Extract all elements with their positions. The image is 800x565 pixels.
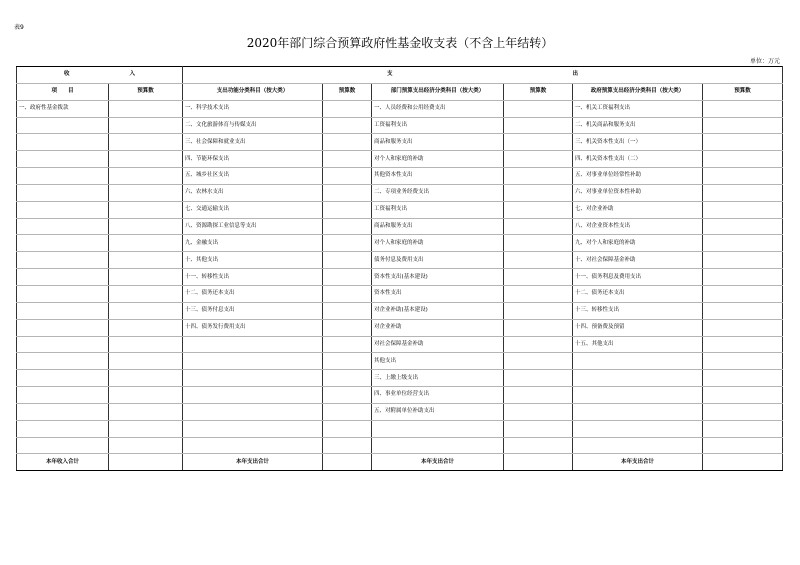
income-item <box>17 387 109 404</box>
function-class-item: 一、科学技术支出 <box>183 100 323 117</box>
col-header-budget: 预算数 <box>323 83 372 100</box>
gov-econ-budget-value <box>703 252 783 269</box>
dept-econ-class-item: 四、事业单位经营支出 <box>372 387 504 404</box>
gov-econ-budget-value <box>703 235 783 252</box>
dept-econ-budget-value <box>504 218 573 235</box>
dept-econ-class-item <box>372 420 504 437</box>
gov-econ-class-item: 三、机关资本性支出（一） <box>573 134 703 151</box>
table-row <box>17 201 783 218</box>
table-row <box>17 235 783 252</box>
table-row <box>17 302 783 319</box>
income-budget-value <box>109 370 183 387</box>
income-budget-value <box>109 437 183 454</box>
col-header-dept-econ-class: 部门预算支出经济分类科目（按大类） <box>372 83 504 100</box>
gov-econ-budget-value <box>703 151 783 168</box>
gov-econ-budget-value <box>703 100 783 117</box>
dept-econ-budget-value <box>504 151 573 168</box>
gov-econ-budget-value <box>703 218 783 235</box>
dept-econ-budget-value <box>504 285 573 302</box>
income-item <box>17 437 109 454</box>
dept-econ-class-item: 其他支出 <box>372 353 504 370</box>
function-class-item: 十二、债务还本支出 <box>183 285 323 302</box>
dept-econ-class-item: 五、对附属单位补助支出 <box>372 403 504 420</box>
function-class-item: 四、节能环保支出 <box>183 151 323 168</box>
function-budget-value <box>323 100 372 117</box>
table-number: 表9 <box>14 24 24 31</box>
table-row <box>17 437 783 454</box>
income-item <box>17 218 109 235</box>
function-budget-value <box>323 370 372 387</box>
gov-econ-class-item: 十四、预备费及预留 <box>573 319 703 336</box>
table-row <box>17 117 783 134</box>
dept-econ-class-item: 一、人员经费和公用经费支出 <box>372 100 504 117</box>
function-class-item: 七、交通运输支出 <box>183 201 323 218</box>
table-row <box>17 151 783 168</box>
table-row <box>17 269 783 286</box>
col-header-item: 项 目 <box>17 83 109 100</box>
table-row <box>17 353 783 370</box>
dept-econ-budget-value <box>504 184 573 201</box>
gov-econ-budget-value <box>703 420 783 437</box>
income-budget-value <box>109 168 183 185</box>
group-header-row <box>17 67 783 84</box>
dept-econ-budget-value <box>504 403 573 420</box>
income-item <box>17 134 109 151</box>
gov-econ-budget-value <box>703 437 783 454</box>
table-row <box>17 252 783 269</box>
gov-econ-budget-value <box>703 168 783 185</box>
function-total-value <box>323 454 372 471</box>
function-budget-value <box>323 235 372 252</box>
income-item <box>17 302 109 319</box>
income-item <box>17 319 109 336</box>
function-budget-value <box>323 437 372 454</box>
dept-econ-class-item: 其他资本性支出 <box>372 168 504 185</box>
table-row <box>17 134 783 151</box>
page-title: 2020年部门综合预算政府性基金收支表（不含上年结转） <box>246 36 554 50</box>
income-budget-value <box>109 252 183 269</box>
function-class-item <box>183 403 323 420</box>
gov-econ-class-item: 九、对个人和家庭的补助 <box>573 235 703 252</box>
gov-econ-budget-value <box>703 302 783 319</box>
income-item <box>17 269 109 286</box>
function-budget-value <box>323 134 372 151</box>
table-row <box>17 218 783 235</box>
income-budget-value <box>109 387 183 404</box>
table-row <box>17 387 783 404</box>
income-item <box>17 151 109 168</box>
dept-econ-budget-value <box>504 235 573 252</box>
income-total-value <box>109 454 183 471</box>
dept-econ-budget-value <box>504 117 573 134</box>
function-class-item: 十、其他支出 <box>183 252 323 269</box>
function-budget-value <box>323 168 372 185</box>
income-total-label: 本年收入合计 <box>17 454 109 471</box>
dept-econ-class-item <box>372 437 504 454</box>
gov-econ-budget-value <box>703 184 783 201</box>
income-item <box>17 403 109 420</box>
col-header-gov-econ-class: 政府预算支出经济分类科目（按大类） <box>573 83 703 100</box>
table-row <box>17 184 783 201</box>
function-total-label: 本年支出合计 <box>183 454 323 471</box>
function-class-item <box>183 387 323 404</box>
function-budget-value <box>323 218 372 235</box>
gov-econ-budget-value <box>703 353 783 370</box>
income-budget-value <box>109 403 183 420</box>
col-header-budget: 预算数 <box>703 83 783 100</box>
income-item <box>17 370 109 387</box>
function-class-item: 十三、债务付息支出 <box>183 302 323 319</box>
dept-econ-class-item: 工资福利支出 <box>372 201 504 218</box>
gov-econ-class-item: 四、机关资本性支出（二） <box>573 151 703 168</box>
function-budget-value <box>323 353 372 370</box>
gov-econ-budget-value <box>703 117 783 134</box>
total-row <box>17 454 783 471</box>
function-budget-value <box>323 201 372 218</box>
expenditure-group-header: 支 出 <box>183 67 783 84</box>
dept-econ-class-item: 债务付息及费用支出 <box>372 252 504 269</box>
table-row <box>17 370 783 387</box>
income-budget-value <box>109 134 183 151</box>
function-class-item: 二、文化旅游体育与传媒支出 <box>183 117 323 134</box>
dept-econ-class-item: 工资福利支出 <box>372 117 504 134</box>
income-budget-value <box>109 420 183 437</box>
gov-econ-class-item <box>573 353 703 370</box>
dept-econ-budget-value <box>504 302 573 319</box>
gov-econ-class-item <box>573 387 703 404</box>
dept-econ-class-item: 二、专项业务经费支出 <box>372 184 504 201</box>
col-header-budget: 预算数 <box>504 83 573 100</box>
gov-econ-class-item: 二、机关商品和服务支出 <box>573 117 703 134</box>
income-budget-value <box>109 151 183 168</box>
gov-econ-class-item: 十一、债务利息及费用支出 <box>573 269 703 286</box>
dept-econ-class-item: 对企业补助 <box>372 319 504 336</box>
function-class-item: 八、资源勘探工业信息等支出 <box>183 218 323 235</box>
dept-econ-class-item: 对社会保障基金补助 <box>372 336 504 353</box>
dept-econ-budget-value <box>504 201 573 218</box>
income-item <box>17 285 109 302</box>
function-budget-value <box>323 420 372 437</box>
dept-econ-budget-value <box>504 319 573 336</box>
gov-econ-class-item: 十二、债务还本支出 <box>573 285 703 302</box>
function-budget-value <box>323 252 372 269</box>
dept-econ-budget-value <box>504 269 573 286</box>
function-budget-value <box>323 336 372 353</box>
function-class-item: 五、城乡社区支出 <box>183 168 323 185</box>
table-row <box>17 100 783 117</box>
gov-econ-class-item <box>573 403 703 420</box>
function-class-item <box>183 353 323 370</box>
table-row <box>17 420 783 437</box>
gov-econ-class-item: 五、对事业单位经常性补助 <box>573 168 703 185</box>
dept-econ-total-label: 本年支出合计 <box>372 454 504 471</box>
income-budget-value <box>109 269 183 286</box>
function-budget-value <box>323 117 372 134</box>
gov-econ-budget-value <box>703 403 783 420</box>
dept-econ-class-item: 三、上缴上级支出 <box>372 370 504 387</box>
income-budget-value <box>109 117 183 134</box>
income-budget-value <box>109 218 183 235</box>
gov-econ-budget-value <box>703 387 783 404</box>
function-class-item <box>183 370 323 387</box>
income-budget-value <box>109 235 183 252</box>
function-budget-value <box>323 151 372 168</box>
dept-econ-class-item: 对个人和家庭的补助 <box>372 235 504 252</box>
budget-table <box>16 66 783 471</box>
gov-econ-class-item: 十三、转移性支出 <box>573 302 703 319</box>
dept-econ-budget-value <box>504 252 573 269</box>
income-item <box>17 117 109 134</box>
income-item <box>17 252 109 269</box>
income-item <box>17 235 109 252</box>
income-budget-value <box>109 285 183 302</box>
function-budget-value <box>323 319 372 336</box>
function-budget-value <box>323 285 372 302</box>
function-budget-value <box>323 302 372 319</box>
dept-econ-class-item: 资本性支出 <box>372 285 504 302</box>
table-row <box>17 403 783 420</box>
function-budget-value <box>323 403 372 420</box>
function-budget-value <box>323 269 372 286</box>
dept-econ-class-item: 商品和服务支出 <box>372 134 504 151</box>
dept-econ-budget-value <box>504 370 573 387</box>
gov-econ-class-item <box>573 420 703 437</box>
dept-econ-total-value <box>504 454 573 471</box>
income-item <box>17 184 109 201</box>
income-budget-value <box>109 336 183 353</box>
gov-econ-class-item: 七、对企业补助 <box>573 201 703 218</box>
function-class-item: 三、社会保障和就业支出 <box>183 134 323 151</box>
dept-econ-class-item: 资本性支出(基本建设) <box>372 269 504 286</box>
dept-econ-class-item: 商品和服务支出 <box>372 218 504 235</box>
income-item <box>17 168 109 185</box>
function-budget-value <box>323 387 372 404</box>
income-group-header: 收 入 <box>17 67 183 84</box>
function-class-item: 十四、债务发行费用支出 <box>183 319 323 336</box>
gov-econ-budget-value <box>703 370 783 387</box>
income-budget-value <box>109 201 183 218</box>
gov-econ-total-value <box>703 454 783 471</box>
table-row <box>17 168 783 185</box>
function-class-item <box>183 420 323 437</box>
income-budget-value <box>109 319 183 336</box>
col-header-budget: 预算数 <box>109 83 183 100</box>
gov-econ-class-item: 六、对事业单位资本性补助 <box>573 184 703 201</box>
dept-econ-budget-value <box>504 134 573 151</box>
gov-econ-budget-value <box>703 134 783 151</box>
table-row <box>17 285 783 302</box>
income-budget-value <box>109 184 183 201</box>
column-header-row <box>17 83 783 100</box>
gov-econ-budget-value <box>703 201 783 218</box>
income-item <box>17 336 109 353</box>
income-budget-value <box>109 100 183 117</box>
gov-econ-class-item: 十、对社会保障基金补助 <box>573 252 703 269</box>
dept-econ-budget-value <box>504 420 573 437</box>
gov-econ-class-item: 十五、其他支出 <box>573 336 703 353</box>
dept-econ-budget-value <box>504 100 573 117</box>
table-row <box>17 319 783 336</box>
function-class-item: 九、金融支出 <box>183 235 323 252</box>
dept-econ-budget-value <box>504 168 573 185</box>
function-class-item <box>183 437 323 454</box>
income-item <box>17 420 109 437</box>
income-item: 一、政府性基金拨款 <box>17 100 109 117</box>
gov-econ-total-label: 本年支出合计 <box>573 454 703 471</box>
gov-econ-class-item <box>573 437 703 454</box>
dept-econ-budget-value <box>504 336 573 353</box>
col-header-function-class: 支出功能分类科目（按大类） <box>183 83 323 100</box>
dept-econ-class-item: 对企业补助(基本建设) <box>372 302 504 319</box>
dept-econ-class-item: 对个人和家庭的补助 <box>372 151 504 168</box>
function-class-item <box>183 336 323 353</box>
gov-econ-class-item <box>573 370 703 387</box>
income-item <box>17 201 109 218</box>
unit-label: 单位：万元 <box>749 58 780 65</box>
gov-econ-class-item: 一、机关工资福利支出 <box>573 100 703 117</box>
function-class-item: 十一、转移性支出 <box>183 269 323 286</box>
gov-econ-budget-value <box>703 319 783 336</box>
function-budget-value <box>323 184 372 201</box>
income-item <box>17 353 109 370</box>
gov-econ-budget-value <box>703 285 783 302</box>
gov-econ-budget-value <box>703 269 783 286</box>
gov-econ-class-item: 八、对企业资本性支出 <box>573 218 703 235</box>
income-budget-value <box>109 302 183 319</box>
gov-econ-budget-value <box>703 336 783 353</box>
function-class-item: 六、农林水支出 <box>183 184 323 201</box>
dept-econ-budget-value <box>504 353 573 370</box>
income-budget-value <box>109 353 183 370</box>
dept-econ-budget-value <box>504 387 573 404</box>
table-row <box>17 336 783 353</box>
dept-econ-budget-value <box>504 437 573 454</box>
